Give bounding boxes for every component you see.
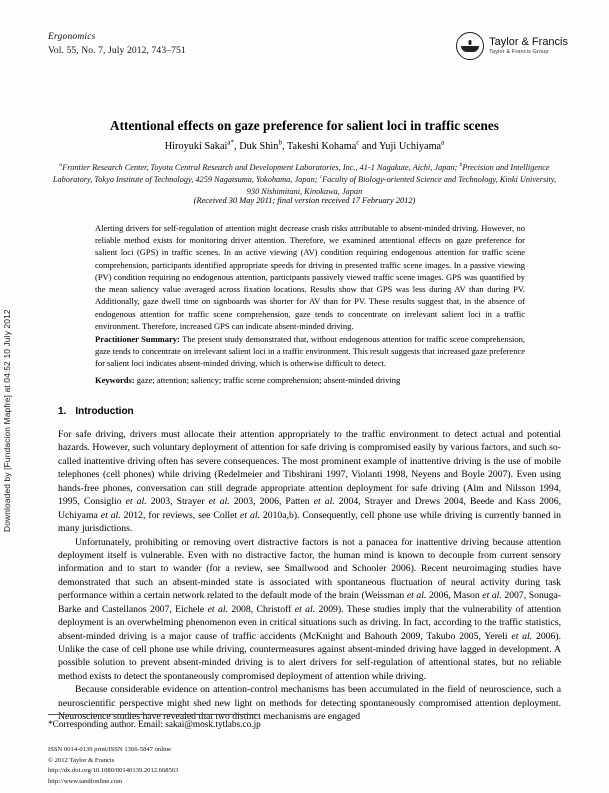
title-block <box>48 118 561 152</box>
practitioner-summary-label: Practitioner Summary: <box>95 334 180 344</box>
author-name: Takeshi Kohama <box>286 140 357 152</box>
imprint-block <box>48 745 178 788</box>
body-paragraph: For safe driving, drivers must allocate their attention appropriately to the traffic environment to detect actual and potential hazards. However, such voluntary deployment of attention for safe driving is compromised easily by various factors, and such so-called inattentive driving often has severe consequences. The most prominent example of inattentive driving is the use of mobile telephones (cell phones) while driving (Redelmeier and Tibshirani 1997, Violanti 1998, Neyens and Boyle 2007). Even using hands-free phones, conversation can still degrade appropriate attention deployment for safe driving (Alm and Nilsson 1994, 1995, Consiglio et al. 2003, Strayer et al. 2003, 2006, Patten et al. 2004, Strayer and Drews 2004, Beede and Kass 2006, Uchiyama et al. 2012, for reviews, see Collet et al. 2010a,b). Consequently, cell phone use while driving is currently banned in many jurisdictions. <box>58 429 562 535</box>
body-paragraph: Unfortunately, prohibiting or removing overt distractive factors is not a panacea for inattentive driving because attention deployment itself is vulnerable. Even with no distractive factor, the human mind is known to decouple from current sensory information and to start to wander (for a review, see Smallwood and Schooler 2006). Recent neuroimaging studies have demonstrated that such an absent-minded state is associated with spontaneous fluctuation of neural activity during task performance within a certain network related to the default mode of the brain (Weissman et al. 2006, Mason et al. 2007, Sonuga-Barke and Castellanos 2007, Eichele et al. 2008, Christoff et al. 2009). These studies imply that the vulnerability of attention deployment is an overwhelming phenomenon even in critical situations such as driving. In fact, according to the traffic statistics, absent-minded driving is a major cause of traffic accidents (McKnight and Bahouth 2009, Takubo 2005, Yereli et al. 2006). Unlike the case of cell phone use while driving, countermeasures against absent-minded driving have lagged in development. A possible solution to prevent absent-minded driving is to alert drivers for self-regulation of attentional states, but no reliable method exists to detect the spontaneously compromised deployment of attention while driving. <box>58 536 562 682</box>
taylor-francis-logo-icon <box>456 32 484 60</box>
download-stamp: Downloaded by [Fundacion Mapfre] at 04:52 10 July 2012 <box>2 309 12 532</box>
author-name: Duk Shin <box>239 140 279 152</box>
author-affiliation-mark: a* <box>227 139 235 147</box>
affiliation-text: Faculty of Biology-oriented Science and Technology, Kinki University, 930 Nishimitani, Kinokawa, Japan <box>246 174 557 196</box>
body-paragraph: Because considerable evidence on attention-control mechanisms has been accumulated in the field of neuroscience, such a neuroscientific perspective might shed new light on methods for detecting spontaneously compromised attention deployment. Neuroscience studies have revealed that two distinct mechanisms are engaged <box>58 684 561 723</box>
journal-name: Ergonomics <box>48 32 96 42</box>
abstract: Alerting drivers for self-regulation of attention might decrease crash risks attributable to absent-minded driving. However, no reliable method exists for monitoring driver attention. Therefore, we examined attentional effects on gaze preference for salient loci (GPS) in traffic scenes. In an active viewing (AV) condition requiring endogenous attention for traffic scene comprehension, participants identified appropriate speeds for driving in presented traffic scene images. In a passive viewing (PV) condition requiring no endogenous attention, participants passively viewed traffic scene images. GPS was quantified by the mean saliency value averaged across fixation locations. Results show that GPS was less during AV than during PV. Additionally, gaze dwell time on signboards was shorter for AV than for PV. These results suggest that, in the absence of endogenous attention for traffic scene comprehension, gaze tends to concentrate on irrelevant salient loci in a traffic environment. Therefore, increased GPS can indicate absent-minded driving. <box>95 223 525 331</box>
affiliation-text: Frontier Research Center, Toyota Central Research and Development Laboratories, Inc., 41-1 Nagakute, Aichi, Japan; <box>62 163 460 172</box>
author-affiliation-mark: a <box>441 139 445 147</box>
body-text <box>58 428 561 724</box>
journal-volume-line: Vol. 55, No. 7, July 2012, 743–751 <box>48 45 186 56</box>
section-heading-introduction <box>58 406 134 417</box>
imprint-line: http://dx.doi.org/10.1080/00140139.2012.668563 <box>48 767 179 775</box>
section-number: 1. <box>58 406 67 417</box>
author-name: Hiroyuki Sakai <box>164 140 228 152</box>
author-affiliation-mark: c <box>356 139 360 147</box>
author-list: Hiroyuki Sakai$^{a*}$, Duk Shin$^b$, Takeshi Kohama$^c$ and Yuji Uchiyama$^a$ <box>164 139 445 152</box>
affiliation-mark: b <box>459 162 463 169</box>
section-title: Introduction <box>75 406 134 417</box>
affiliation-mark: c <box>319 174 323 181</box>
keywords-label: Keywords: <box>95 375 135 385</box>
practitioner-summary-text: The present study demonstrated that, without endogenous attention for traffic scene comprehension, gaze tends to concentrate on irrelevant salient loci in a traffic environment. This result suggests that increased gaze preference for salient loci indicates absent-minded driving, which is otherwise difficult to detect. <box>95 334 525 369</box>
received-dates: (Received 30 May 2011; final version received 17 February 2012) <box>193 196 416 205</box>
affiliation-text: Precision and Intelligence Laboratory, Tokyo Institute of Technology, 4259 Nagatsuma, Yokohama, Japan; <box>52 163 550 184</box>
affiliation-list <box>48 162 561 197</box>
author-affiliation-mark: b <box>278 139 282 147</box>
imprint-line: http://www.tandfonline.com <box>48 778 123 786</box>
imprint-line: © 2012 Taylor & Francis <box>48 756 115 764</box>
publisher-group: Taylor & Francis Group <box>489 48 549 55</box>
footnote-divider <box>48 714 258 715</box>
page-title: Attentional effects on gaze preference for salient loci in traffic scenes <box>110 118 499 133</box>
journal-header <box>48 32 568 84</box>
publisher-name: Taylor & Francis <box>489 35 568 48</box>
practitioner-summary <box>95 333 525 370</box>
keywords <box>95 374 525 386</box>
author-name: Yuji Uchiyama <box>379 140 442 152</box>
affiliation-mark: a <box>59 162 63 169</box>
imprint-line: ISSN 0014-0139 print/ISSN 1366-5847 online <box>48 746 172 753</box>
publisher-logo <box>456 32 568 60</box>
keywords-text: gaze; attention; saliency; traffic scene comprehension; absent-minded driving <box>134 375 401 385</box>
corresponding-author-note: *Corresponding author. Email: sakai@mosk.tytlabs.co.jp <box>48 720 261 730</box>
